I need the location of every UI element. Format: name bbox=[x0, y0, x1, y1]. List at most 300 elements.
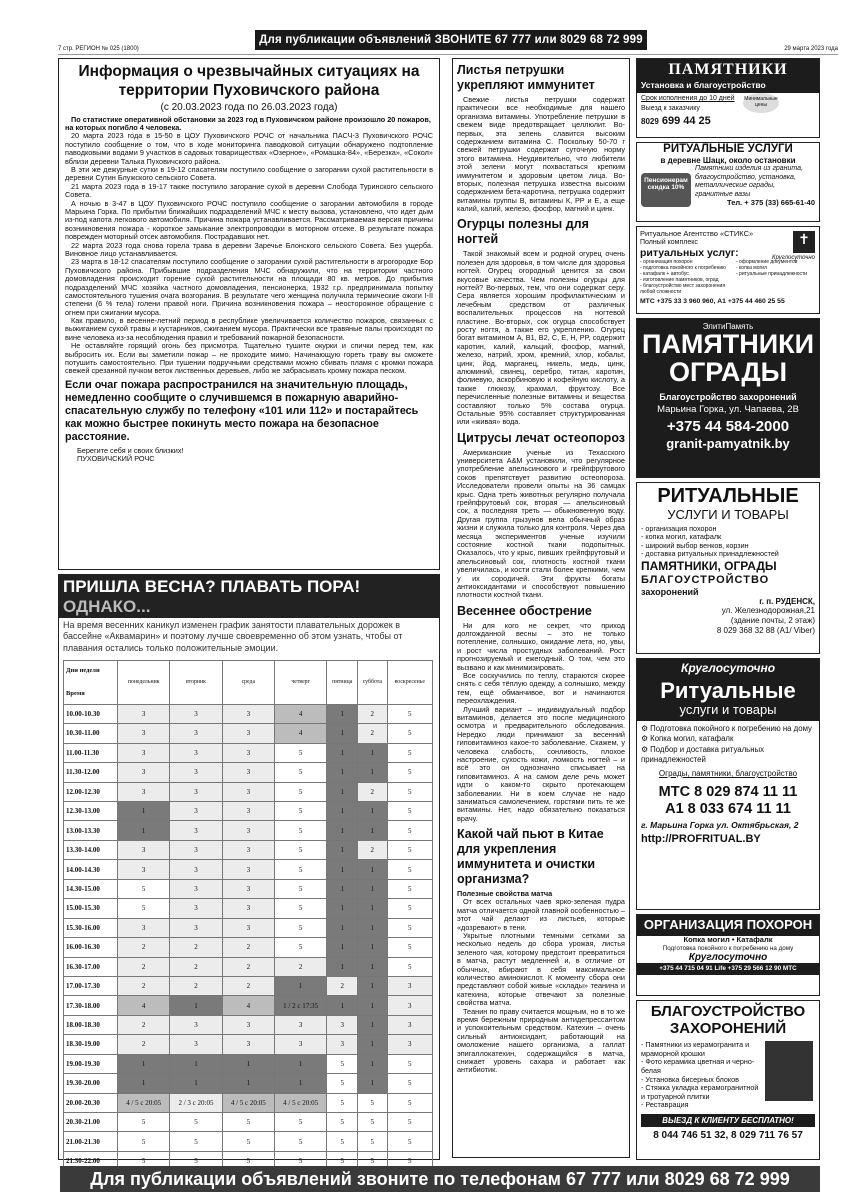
parsley-title: Листья петрушки укрепляют иммунитет bbox=[457, 63, 595, 92]
ad6-addr: г. Марьина Горка ул. Октябрьская, 2 bbox=[641, 819, 799, 830]
schedule-cell: 1 bbox=[327, 996, 358, 1015]
schedule-cell: 1 bbox=[327, 957, 358, 976]
schedule-cell: 3 bbox=[170, 879, 222, 898]
schedule-cell: 2 bbox=[358, 840, 387, 859]
schedule-cell: 5 bbox=[387, 724, 433, 743]
schedule-cell: 5 bbox=[387, 1132, 433, 1151]
schedule-time: 21.00-21.30 bbox=[64, 1132, 118, 1151]
ad2-line-3: гранитные вазы bbox=[695, 190, 751, 198]
schedule-row bbox=[64, 1093, 433, 1112]
schedule-cell: 5 bbox=[358, 1151, 387, 1170]
ad8-item-2: - Установка бисерных блоков bbox=[641, 1074, 739, 1084]
schedule-cell: 2 bbox=[358, 724, 387, 743]
issue-info: 7 стр. РЕГИОН № 025 (1800) bbox=[58, 46, 139, 52]
schedule-row bbox=[64, 1132, 433, 1151]
schedule-time: 13.30-14.00 bbox=[64, 840, 118, 859]
schedule-cell: 5 bbox=[274, 899, 326, 918]
ad8-item-4: - Реставрация bbox=[641, 1100, 689, 1110]
ad3-agency: Ритуальное Агентство «СТИКС» bbox=[640, 229, 754, 238]
ad5-phone: 8 029 368 32 88 (А1/ Viber) bbox=[716, 625, 815, 635]
spring-text-1: Все соскучились по теплу, стараются скорее снять с себя тёплую одежду, а солнышко, между тем, ещё обманчивое, вот и начинаются переохлаждения. bbox=[457, 671, 625, 706]
schedule-cell: 1 bbox=[327, 879, 358, 898]
monument-image bbox=[765, 1041, 813, 1101]
schedule-cell: 5 bbox=[274, 743, 326, 762]
schedule-cell: 3 bbox=[387, 996, 433, 1015]
schedule-time: 13.00-13.30 bbox=[64, 821, 118, 840]
ad8-item-3: - Стяжка укладка керамогранитной и тротуарной плитки bbox=[641, 1083, 759, 1101]
schedule-row bbox=[64, 763, 433, 782]
ad5-item-1: - копка могил, катафалк bbox=[641, 532, 722, 542]
ad3-left-4: - благоустройство мест захоронения любой сложности bbox=[640, 282, 726, 295]
schedule-cell: 3 bbox=[222, 743, 274, 762]
schedule-cell: 1 bbox=[170, 1054, 222, 1073]
schedule-time: 12.30-13.00 bbox=[64, 802, 118, 821]
header-divider bbox=[58, 54, 838, 55]
schedule-cell: 5 bbox=[387, 957, 433, 976]
schedule-cell: 3 bbox=[170, 899, 222, 918]
pool-lead: На время весенних каникул изменен график занятости плавательных дорожек в бассейне «Аквамарин» и поэтому лучше своевременно об этом узнать, чтобы от плавания остались только положительные эмоции. bbox=[63, 620, 403, 653]
ad3-phones: МТС +375 33 3 960 960, А1 +375 44 460 25 55 bbox=[640, 297, 785, 305]
ad-blagoustroystvo bbox=[636, 1000, 820, 1160]
schedule-cell: 1 bbox=[222, 1074, 274, 1093]
schedule-cell: 3 bbox=[222, 1015, 274, 1034]
schedule-cell: 5 bbox=[387, 802, 433, 821]
ad7-line2: Подготовка покойного к погребению на дому bbox=[662, 944, 794, 952]
ad2-badge: Пенсионерам скидка 10% bbox=[641, 173, 691, 207]
schedule-cell: 5 bbox=[274, 938, 326, 957]
cross-icon: ✝ bbox=[793, 231, 815, 253]
tea-text-0: От всех остальных чаев ярко-зеленая пудра матча отличается одной главной особенностью – этот чай делают из листьев, которые «дозревают» в тени. bbox=[457, 897, 625, 932]
ad-elitpamyat bbox=[636, 318, 820, 478]
schedule-row bbox=[64, 1113, 433, 1132]
schedule-cell: 1 bbox=[327, 938, 358, 957]
ad2-line-2: металлические ограды, bbox=[695, 182, 776, 190]
schedule-cell: 5 bbox=[358, 1132, 387, 1151]
schedule-cell: 1 bbox=[358, 1054, 387, 1073]
schedule-cell: 1 bbox=[327, 802, 358, 821]
ad5-sub: УСЛУГИ И ТОВАРЫ bbox=[667, 507, 789, 522]
schedule-cell: 5 bbox=[387, 1054, 433, 1073]
parsley-text: Свежие листья петрушки содержат практически все необходимые для нашего организма витамины. Употребление петрушки в свежем виде предотвращает целлюлит. Во-первых, эта зелень славится высоким содержанием витамина С. Поскольку 50-70 г свежей петрушки содержат суточную норму этого витамина. Неудивительно, что любители этой зелени могут похвастаться крепким иммунитетом и здоровым цветом лица. Во-вторых, полезная петрушка известна высоким содержанием бета-каротина, петрушка содержит витамины группы В, витамины К, РР и Е, а еще калий, калий, железо, фосфор, магний и цинк. bbox=[457, 95, 625, 214]
schedule-cell: 3 bbox=[118, 860, 170, 879]
ad7-mode: Круглосуточно bbox=[688, 951, 768, 963]
ad4-title1: ПАМЯТНИКИ bbox=[641, 329, 815, 360]
schedule-cell: 2 bbox=[118, 957, 170, 976]
schedule-cell: 5 bbox=[387, 704, 433, 723]
corner-time: Время bbox=[66, 690, 85, 698]
ad1-title: ПАМЯТНИКИ bbox=[637, 59, 819, 81]
emergency-p5: 22 марта 2023 года снова горела трава в деревни Заречье Блонского сельского Совета. Без ущерба. Виновное лицо устанавливается. bbox=[65, 240, 433, 258]
ad1-phone-code: 8029 bbox=[641, 117, 659, 127]
schedule-cell: 3 bbox=[222, 782, 274, 801]
ad2-line-1: благоустройство, установка, bbox=[695, 173, 796, 181]
schedule-cell: 3 bbox=[387, 1015, 433, 1034]
schedule-cell: 1 bbox=[358, 957, 387, 976]
ad1-badge: Минимальные цены bbox=[743, 93, 779, 113]
schedule-cell: 5 bbox=[274, 860, 326, 879]
ad6-site: http://PROFRITUAL.BY bbox=[641, 833, 761, 846]
schedule-cell: 2 / 3 c 20:05 bbox=[170, 1093, 222, 1112]
schedule-cell: 1 bbox=[358, 938, 387, 957]
schedule-cell: 5 bbox=[274, 1132, 326, 1151]
schedule-cell: 1 bbox=[118, 802, 170, 821]
ad3-complex: Полный комплекс bbox=[640, 238, 698, 246]
ad5-addr2: (здание почты, 2 этаж) bbox=[730, 616, 815, 626]
emergency-author: ПУХОВИЧСКИЙ РОЧС bbox=[77, 453, 155, 463]
ad5-title: РИТУАЛЬНЫЕ bbox=[657, 485, 799, 507]
ad6-item-2 bbox=[641, 745, 815, 766]
ad3-services-title: ритуальных услуг: bbox=[640, 246, 739, 259]
schedule-time: 19.00-19.30 bbox=[64, 1054, 118, 1073]
schedule-cell: 1 bbox=[358, 860, 387, 879]
schedule-cell: 1 bbox=[327, 821, 358, 840]
schedule-cell: 2 bbox=[274, 957, 326, 976]
ad2-place: в деревне Шацк, около остановки bbox=[660, 156, 796, 166]
pool-schedule-article bbox=[58, 574, 440, 1166]
bullet-icon: ⚙ bbox=[641, 723, 651, 733]
schedule-cell: 2 bbox=[222, 957, 274, 976]
emergency-period: (с 20.03.2023 года по 26.03.2023 года) bbox=[160, 102, 338, 114]
schedule-cell: 3 bbox=[222, 879, 274, 898]
schedule-cell: 5 bbox=[222, 1113, 274, 1132]
ad6-item-0-text: Подготовка покойного к погребению на дому bbox=[650, 723, 812, 733]
schedule-cell: 3 bbox=[274, 1015, 326, 1034]
ad6-extra: Ограды, памятники, благоустройство bbox=[658, 768, 798, 778]
ad5-item-2: - широкий выбор венков, корзин bbox=[641, 540, 749, 550]
schedule-day-header: понедельник bbox=[118, 660, 170, 704]
schedule-cell: 5 bbox=[274, 782, 326, 801]
schedule-time: 20.30-21.00 bbox=[64, 1113, 118, 1132]
schedule-cell: 3 bbox=[170, 763, 222, 782]
schedule-cell: 3 bbox=[222, 802, 274, 821]
ad4-brand: ЭлитиПамять bbox=[702, 322, 754, 331]
ad1-phone: 699 44 25 bbox=[661, 115, 711, 128]
pool-title-tail: ОДНАКО... bbox=[63, 596, 151, 616]
schedule-cell: 1 bbox=[170, 996, 222, 1015]
ad3-right-2: - ритуальные принадлежности bbox=[736, 270, 808, 277]
schedule-cell: 1 bbox=[327, 918, 358, 937]
ad3-right-0: - оформление документов bbox=[736, 258, 798, 265]
schedule-cell: 2 bbox=[170, 976, 222, 995]
schedule-cell: 5 bbox=[358, 1093, 387, 1112]
ad3-left-3: - изготовление памятников, оград bbox=[640, 276, 719, 283]
schedule-cell: 5 bbox=[387, 840, 433, 859]
schedule-cell: 4 bbox=[222, 996, 274, 1015]
schedule-cell: 5 bbox=[387, 879, 433, 898]
schedule-cell: 5 bbox=[222, 1151, 274, 1170]
ad2-phone: Тел. + 375 (33) 665-61-40 bbox=[727, 197, 815, 207]
schedule-cell: 1 bbox=[358, 996, 387, 1015]
schedule-time: 11.30-12.00 bbox=[64, 763, 118, 782]
tea-text-2: Теанин по праву считается мощным, но в то же время бережным природным антидепрессантом и успокоительным средством. Катехин – очень сильный антиоксидант, работающий на омоложение нашего организма, а галлат эпигаллокатехин, содержащийся в матча, снижает уровень сахара и работает как антибиотик. bbox=[457, 1006, 625, 1075]
ad5-title2: ПАМЯТНИКИ, ОГРАДЫ bbox=[641, 559, 777, 574]
schedule-cell: 3 bbox=[170, 1035, 222, 1054]
schedule-cell: 3 bbox=[118, 840, 170, 859]
schedule-cell: 3 bbox=[170, 1015, 222, 1034]
schedule-row bbox=[64, 879, 433, 898]
schedule-time: 16.30-17.00 bbox=[64, 957, 118, 976]
schedule-cell: 5 bbox=[387, 821, 433, 840]
schedule-day-header: вторник bbox=[170, 660, 222, 704]
schedule-cell: 5 bbox=[327, 1093, 358, 1112]
top-banner: Для публикации объявлений ЗВОНИТЕ 67 777 или 8029 68 72 999 bbox=[255, 30, 647, 50]
schedule-cell: 1 bbox=[118, 1054, 170, 1073]
health-column bbox=[452, 58, 630, 1158]
emergency-p7: Как правило, в весенне-летний период в республике увеличивается количество пожаров, связанных с выжиганием сухой травы и кустарников, сжиганием мусора. Практически все травяные палы происходят по вине человека из-за несоблюдения правил и требований пожарной безопасности. bbox=[65, 316, 433, 342]
schedule-day-header: пятница bbox=[327, 660, 358, 704]
schedule-cell: 2 bbox=[118, 1035, 170, 1054]
emergency-p8: Не оставляйте горящий огонь без присмотра. Тщательно тушите окурки и спички перед тем, как выбросить их. Если вы заметили пожар – не проходите мимо. Начинающую гореть траву вы сможете потушить самостоятельно. При тушении подручными средствами можно сбивать пламя с кромки пожара свежей срезанной пучком веток лиственных деревьев, либо же забрасывать кромку пожара песком. bbox=[65, 341, 433, 376]
schedule-time: 19.30-20.00 bbox=[64, 1074, 118, 1093]
schedule-cell: 1 bbox=[327, 704, 358, 723]
schedule-time: 21.30-22.00 bbox=[64, 1151, 118, 1170]
schedule-cell: 3 bbox=[170, 782, 222, 801]
schedule-cell: 1 bbox=[358, 918, 387, 937]
schedule-cell: 1 bbox=[274, 1054, 326, 1073]
schedule-cell: 1 bbox=[358, 899, 387, 918]
schedule-time: 17.00-17.30 bbox=[64, 976, 118, 995]
ad6-title1: Ритуальные bbox=[637, 679, 819, 703]
ad2-line-0: Памятники изделия из гранита, bbox=[695, 165, 804, 173]
schedule-row bbox=[64, 1074, 433, 1093]
ad8-item-1: - Фото керамика цветная и черно-белая bbox=[641, 1057, 755, 1075]
schedule-row bbox=[64, 802, 433, 821]
ad6-title2: услуги и товары bbox=[637, 703, 819, 721]
tea-title: Какой чай пьют в Китае для укрепления иммунитета и очистки организма? bbox=[457, 827, 604, 887]
ad-ritual-shatsk bbox=[636, 142, 820, 222]
schedule-cell: 3 bbox=[222, 840, 274, 859]
emergency-p6: 23 марта в 18-12 спасателям поступило сообщение о загорании сухой растительности в агрогородке Бор Пуховичского района. Прибывшие подразделения МЧС обнаружили, что на территории частного домовладения происходит горение сухой растительности на площади 80 кв. метров. До прибытия подразделений МЧС хозяйка частного домовладения, пенсионерка, 1932 г.р. предпринимала попытку самостоятельного тушения очага возгорания. В результате чего женщина получила термические ожоги I-II степени (6 % тела) голени правой ноги. Причина возникновения пожара – неосторожное обращение с огнем при сжигании мусора. bbox=[65, 257, 433, 317]
schedule-cell: 3 bbox=[170, 840, 222, 859]
schedule-cell: 5 bbox=[274, 840, 326, 859]
schedule-cell: 1 bbox=[327, 724, 358, 743]
schedule-row bbox=[64, 704, 433, 723]
schedule-cell: 5 bbox=[274, 879, 326, 898]
emergency-closing: Берегите себя и своих близких! bbox=[77, 445, 184, 455]
schedule-cell: 2 bbox=[170, 957, 222, 976]
schedule-cell: 1 bbox=[358, 1015, 387, 1034]
schedule-cell: 3 bbox=[222, 918, 274, 937]
schedule-time: 10.30-11.00 bbox=[64, 724, 118, 743]
schedule-cell: 5 bbox=[387, 899, 433, 918]
ad5-city: г. п. РУДЕНСК, bbox=[759, 596, 815, 606]
pool-schedule-table bbox=[63, 660, 433, 1172]
ad1-sub: Установка и благоустройство bbox=[637, 81, 819, 93]
schedule-cell: 5 bbox=[118, 899, 170, 918]
ad6-item-0 bbox=[641, 724, 815, 735]
schedule-cell: 3 bbox=[222, 763, 274, 782]
schedule-day-header: среда bbox=[222, 660, 274, 704]
bullet-icon: ⚙ bbox=[641, 734, 651, 744]
schedule-cell: 1 bbox=[118, 1074, 170, 1093]
ad6-item-1-text: Копка могил, катафалк bbox=[650, 734, 734, 744]
schedule-cell: 1 bbox=[274, 1074, 326, 1093]
schedule-cell: 2 bbox=[327, 976, 358, 995]
ad6-mode: Круглосуточно bbox=[637, 659, 819, 679]
schedule-cell: 5 bbox=[387, 1151, 433, 1170]
emergency-p1: 20 марта 2023 года в 15-50 в ЦОУ Пуховичского РОЧС от начальника ПАСЧ-3 Пуховичского РОЧС поступило сообщение о том, что в ходе мониторинга паводковой ситуации обнаружено подтопление паводковыми водами 9 участков в садовых товариществах «Озерное», «Ромашка-84», «Березка», «Сокол» вблизи деревни Талька Пуховичского района. bbox=[65, 131, 433, 166]
schedule-row bbox=[64, 743, 433, 762]
ad6-item-2-text: Подбор и доставка ритуальных принадлежностей bbox=[641, 744, 765, 765]
spring-title: Весеннее обострение bbox=[457, 603, 592, 618]
schedule-time: 10.00-10.30 bbox=[64, 704, 118, 723]
schedule-row bbox=[64, 724, 433, 743]
schedule-cell: 5 bbox=[274, 763, 326, 782]
ad4-addr: Марьина Горка, ул. Чапаева, 2В bbox=[657, 404, 799, 416]
schedule-cell: 5 bbox=[222, 1132, 274, 1151]
schedule-row bbox=[64, 840, 433, 859]
schedule-cell: 1 bbox=[327, 743, 358, 762]
schedule-cell: 3 bbox=[327, 1035, 358, 1054]
bullet-icon: ⚙ bbox=[641, 744, 651, 754]
schedule-cell: 5 bbox=[274, 1151, 326, 1170]
schedule-corner bbox=[64, 660, 118, 704]
schedule-row bbox=[64, 1035, 433, 1054]
ad8-visit: ВЫЕЗД К КЛИЕНТУ БЕСПЛАТНО! bbox=[641, 1114, 815, 1127]
ad8-title: БЛАГОУСТРОЙСТВО ЗАХОРОНЕНИЙ bbox=[650, 1003, 806, 1037]
schedule-cell: 2 bbox=[358, 782, 387, 801]
schedule-cell: 4 / 5 c 20:05 bbox=[274, 1093, 326, 1112]
schedule-cell: 5 bbox=[170, 1113, 222, 1132]
schedule-time: 18.00-18.30 bbox=[64, 1015, 118, 1034]
corner-days: Дни недели bbox=[66, 666, 100, 674]
ad5-addr: ул. Железнодорожная,21 bbox=[721, 606, 815, 616]
ad7-title: ОРГАНИЗАЦИЯ ПОХОРОН bbox=[637, 915, 819, 936]
spring-text-0: Ни для кого не секрет, что приход долгожданной весны – это не только потепление, солнышко, ожидание лета, но, увы, и рост числа простудных заболеваний. Рост прогнозируемый и ежегодный. О том, чем это вызвано и как минимизировать. bbox=[457, 620, 625, 672]
schedule-cell: 1 bbox=[327, 860, 358, 879]
schedule-row bbox=[64, 899, 433, 918]
schedule-cell: 5 bbox=[387, 763, 433, 782]
schedule-cell: 5 bbox=[387, 1093, 433, 1112]
schedule-cell: 5 bbox=[387, 1113, 433, 1132]
schedule-cell: 1 / 2 c 17:35 bbox=[274, 996, 326, 1015]
schedule-cell: 3 bbox=[327, 1015, 358, 1034]
schedule-time: 15.30-16.00 bbox=[64, 918, 118, 937]
ad4-phone: +375 44 584-2000 bbox=[666, 418, 790, 436]
schedule-cell: 4 bbox=[118, 996, 170, 1015]
schedule-time: 17.30-18.00 bbox=[64, 996, 118, 1015]
schedule-cell: 3 bbox=[222, 724, 274, 743]
ad1-delivery: Выезд к заказчику bbox=[641, 105, 700, 113]
schedule-cell: 5 bbox=[118, 879, 170, 898]
tea-subtitle: Полезные свойства матча bbox=[457, 889, 553, 899]
schedule-cell: 3 bbox=[222, 704, 274, 723]
schedule-cell: 3 bbox=[170, 860, 222, 879]
schedule-row bbox=[64, 1015, 433, 1034]
schedule-cell: 1 bbox=[358, 802, 387, 821]
schedule-cell: 1 bbox=[358, 879, 387, 898]
schedule-cell: 3 bbox=[118, 724, 170, 743]
schedule-cell: 1 bbox=[358, 1074, 387, 1093]
schedule-row bbox=[64, 938, 433, 957]
bottom-banner: Для публикации объявлений звоните по телефонам 67 777 или 8029 68 72 999 bbox=[60, 1166, 820, 1192]
schedule-cell: 5 bbox=[387, 743, 433, 762]
schedule-header-row bbox=[64, 660, 433, 704]
ad3-right-1: - копка могил bbox=[736, 264, 768, 271]
schedule-cell: 4 bbox=[274, 704, 326, 723]
schedule-cell: 3 bbox=[170, 724, 222, 743]
schedule-cell: 5 bbox=[170, 1151, 222, 1170]
ad-funeral-org bbox=[636, 914, 820, 996]
schedule-cell: 3 bbox=[222, 899, 274, 918]
schedule-cell: 3 bbox=[170, 743, 222, 762]
schedule-row bbox=[64, 957, 433, 976]
cucumber-title: Огурцы полезны для ногтей bbox=[457, 217, 589, 247]
schedule-cell: 2 bbox=[118, 938, 170, 957]
schedule-cell: 1 bbox=[358, 743, 387, 762]
schedule-cell: 1 bbox=[170, 1074, 222, 1093]
schedule-cell: 1 bbox=[118, 821, 170, 840]
schedule-cell: 3 bbox=[222, 860, 274, 879]
schedule-cell: 5 bbox=[274, 918, 326, 937]
schedule-cell: 3 bbox=[118, 782, 170, 801]
schedule-cell: 5 bbox=[327, 1074, 358, 1093]
pool-title bbox=[59, 575, 439, 618]
ad8-item-0: - Памятники из керамогранита и мраморной крошки bbox=[641, 1040, 750, 1058]
ad-rudensk bbox=[636, 482, 820, 654]
ad3-mode: Круглосуточно bbox=[772, 255, 815, 261]
schedule-cell: 3 bbox=[118, 918, 170, 937]
ad4-title2: ОГРАДЫ bbox=[668, 357, 788, 388]
schedule-cell: 1 bbox=[327, 782, 358, 801]
ad5-item-3: - доставка ритуальных принадлежностей bbox=[641, 548, 779, 558]
schedule-cell: 3 bbox=[387, 976, 433, 995]
ad6-mts: МТС 8 029 874 11 11 bbox=[658, 784, 798, 801]
schedule-time: 11.00-11.30 bbox=[64, 743, 118, 762]
schedule-cell: 3 bbox=[118, 743, 170, 762]
schedule-cell: 4 / 5 c 20:05 bbox=[118, 1093, 170, 1112]
ad5-title3: БЛАГОУСТРОЙСТВО bbox=[641, 573, 770, 586]
schedule-cell: 5 bbox=[358, 1113, 387, 1132]
ad3-left-1: - подготовка покойного к погребению bbox=[640, 264, 726, 271]
schedule-cell: 1 bbox=[358, 976, 387, 995]
schedule-cell: 3 bbox=[118, 704, 170, 723]
schedule-cell: 2 bbox=[358, 704, 387, 723]
schedule-cell: 5 bbox=[274, 1113, 326, 1132]
emergency-p2: В эти же дежурные сутки в 19-12 спасателям поступило сообщение о загорании сухой растительности в деревни Сутин Блужского сельского Совета. bbox=[65, 165, 433, 183]
schedule-day-header: суббота bbox=[358, 660, 387, 704]
schedule-cell: 2 bbox=[222, 976, 274, 995]
schedule-time: 20.00-20.30 bbox=[64, 1093, 118, 1112]
schedule-cell: 3 bbox=[170, 704, 222, 723]
schedule-cell: 5 bbox=[118, 1132, 170, 1151]
citrus-text: Американские ученые из Техасского университета A&M установили, что регулярное употребление апельсинового и грейпфрутового соков препятствует развитию остеопороза. Исследователи провели опыты на 36 самцах крыс. Одна треть животных регулярно получала грейпфрутовый сок, вторая — апельсиновый сок, а последняя треть — обыкновенную воду. Другая группа грызунов вела обычный образ жизни и служила только для контроля. Через два месяца экспериментов ученые изучили состояние костной ткани подопытных. Оказалось, что у крыс, пивших грейпфрутовый и апельсиновый сок, плотность костной ткани увеличилась, и кости стали более крепкими, чем у их сородичей. Эти фрукты богаты антиоксидантами и способствуют повышению плотности костной ткани. bbox=[457, 447, 625, 600]
schedule-time: 16.00-16.30 bbox=[64, 938, 118, 957]
schedule-cell: 1 bbox=[358, 821, 387, 840]
schedule-cell: 5 bbox=[387, 918, 433, 937]
schedule-cell: 2 bbox=[222, 938, 274, 957]
schedule-cell: 3 bbox=[170, 802, 222, 821]
schedule-cell: 3 bbox=[274, 1035, 326, 1054]
schedule-cell: 3 bbox=[222, 821, 274, 840]
ad5-item-0: - организация похорон bbox=[641, 523, 717, 533]
schedule-cell: 5 bbox=[387, 938, 433, 957]
schedule-cell: 4 / 5 c 20:05 bbox=[222, 1093, 274, 1112]
schedule-cell: 2 bbox=[170, 938, 222, 957]
schedule-cell: 5 bbox=[327, 1132, 358, 1151]
ad-monuments-1 bbox=[636, 58, 820, 138]
emergency-article bbox=[58, 58, 440, 570]
schedule-cell: 1 bbox=[327, 763, 358, 782]
ad3-left-2: - катафалк + автобус bbox=[640, 270, 689, 277]
schedule-cell: 5 bbox=[118, 1113, 170, 1132]
ad1-term: Срок исполнения до 10 дней bbox=[641, 95, 735, 103]
schedule-row bbox=[64, 976, 433, 995]
ad7-line1: Копка могил • Катафалк bbox=[683, 934, 773, 944]
schedule-time: 18.30-19.00 bbox=[64, 1035, 118, 1054]
ad-profritual bbox=[636, 658, 820, 910]
ad5-title4: захоронений bbox=[641, 586, 699, 597]
